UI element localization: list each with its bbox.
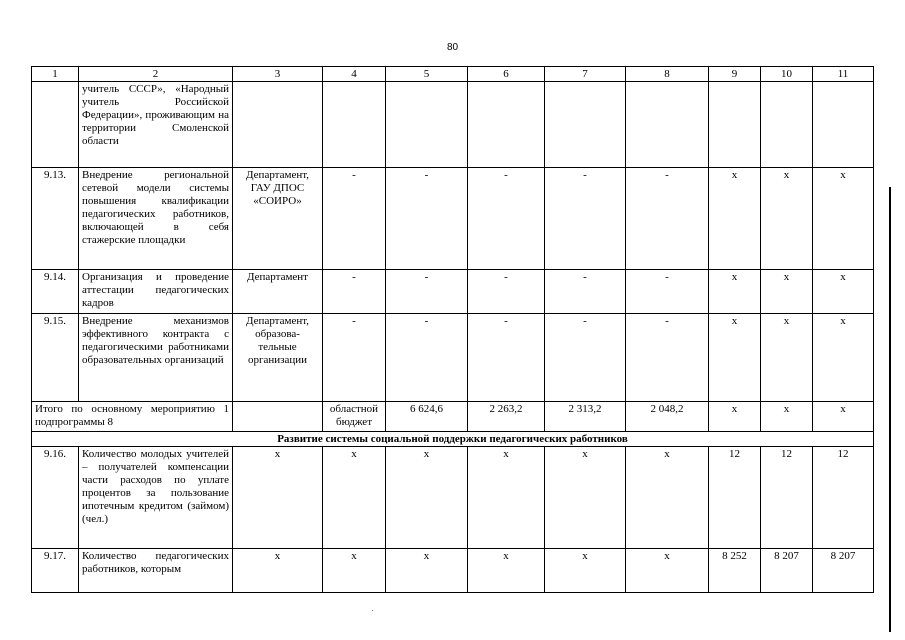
funding-source xyxy=(323,82,386,168)
value-cell: - xyxy=(386,270,468,314)
column-number-header xyxy=(32,67,874,82)
value-cell: x xyxy=(545,549,626,593)
value-cell: x xyxy=(709,402,761,432)
value-cell: - xyxy=(545,314,626,402)
scan-speck xyxy=(372,610,373,611)
page-number: 80 xyxy=(446,42,459,53)
header-cell: 2 xyxy=(79,67,233,82)
value-cell: - xyxy=(468,270,545,314)
row-number xyxy=(32,82,79,168)
header-cell: 5 xyxy=(386,67,468,82)
value-cell: x xyxy=(468,447,545,549)
value-cell xyxy=(626,82,709,168)
value-cell: - xyxy=(468,168,545,270)
executor: Департамент xyxy=(233,270,323,314)
total-value: 2 048,2 xyxy=(626,402,709,432)
value-cell: - xyxy=(386,168,468,270)
value-cell xyxy=(813,82,874,168)
table-row xyxy=(32,168,874,270)
value-cell: x xyxy=(813,270,874,314)
executor xyxy=(233,402,323,432)
header-cell: 4 xyxy=(323,67,386,82)
section-heading-row xyxy=(32,432,874,447)
header-cell: 10 xyxy=(761,67,813,82)
value-cell: x xyxy=(468,549,545,593)
value-cell: x xyxy=(761,314,813,402)
value-cell: 12 xyxy=(813,447,874,549)
value-cell xyxy=(468,82,545,168)
value-cell: 8 207 xyxy=(761,549,813,593)
value-cell: x xyxy=(709,314,761,402)
funding-source: областной бюджет xyxy=(323,402,386,432)
scan-edge-line xyxy=(889,187,891,632)
total-label: Итого по основному мероприятию 1 подпрограммы 8 xyxy=(32,402,233,432)
value-cell: x xyxy=(709,270,761,314)
executor: Департамент, ГАУ ДПОС «СОИРО» xyxy=(233,168,323,270)
row-number: 9.14. xyxy=(32,270,79,314)
funding-source: - xyxy=(323,270,386,314)
value-cell: 12 xyxy=(709,447,761,549)
value-cell: 12 xyxy=(761,447,813,549)
row-number: 9.13. xyxy=(32,168,79,270)
value-cell: x xyxy=(386,447,468,549)
value-cell: x xyxy=(813,402,874,432)
table-row xyxy=(32,549,874,593)
value-cell: - xyxy=(545,270,626,314)
activity-name: учитель СССР», «Народный учитель Российской Федерации», проживающим на территории Смоленской области xyxy=(79,82,233,168)
header-cell: 1 xyxy=(32,67,79,82)
funding-source: x xyxy=(323,549,386,593)
value-cell: - xyxy=(545,168,626,270)
value-cell xyxy=(709,82,761,168)
value-cell: 8 252 xyxy=(709,549,761,593)
header-cell: 7 xyxy=(545,67,626,82)
row-number: 9.15. xyxy=(32,314,79,402)
section-title: Развитие системы социальной поддержки педагогических работников xyxy=(32,432,874,447)
value-cell xyxy=(545,82,626,168)
value-cell: 8 207 xyxy=(813,549,874,593)
header-cell: 3 xyxy=(233,67,323,82)
executor xyxy=(233,82,323,168)
total-value: 2 263,2 xyxy=(468,402,545,432)
value-cell: x xyxy=(761,402,813,432)
value-cell: x xyxy=(386,549,468,593)
table-row xyxy=(32,270,874,314)
value-cell: x xyxy=(709,168,761,270)
table-row xyxy=(32,314,874,402)
indicator-name: Количество педагогических работников, которым xyxy=(79,549,233,593)
value-cell: x xyxy=(813,314,874,402)
row-number: 9.17. xyxy=(32,549,79,593)
value-cell xyxy=(386,82,468,168)
table-row xyxy=(32,82,874,168)
program-table xyxy=(31,66,874,593)
activity-name: Организация и проведение аттестации педагогических кадров xyxy=(79,270,233,314)
header-cell: 6 xyxy=(468,67,545,82)
value-cell: x xyxy=(626,549,709,593)
executor: x xyxy=(233,447,323,549)
funding-source: - xyxy=(323,314,386,402)
value-cell: x xyxy=(761,270,813,314)
total-value: 2 313,2 xyxy=(545,402,626,432)
value-cell: x xyxy=(761,168,813,270)
executor: Департамент, образова-тельные организации xyxy=(233,314,323,402)
funding-source: - xyxy=(323,168,386,270)
indicator-name: Количество молодых учителей – получателей компенсации части расходов по уплате процентов за пользование ипотечным кредитом (займом) (чел.) xyxy=(79,447,233,549)
value-cell: x xyxy=(626,447,709,549)
row-number: 9.16. xyxy=(32,447,79,549)
activity-name: Внедрение региональной сетевой модели системы повышения квалификации педагогических работников, включающей в себя стажерские площадки xyxy=(79,168,233,270)
funding-source: x xyxy=(323,447,386,549)
header-cell: 9 xyxy=(709,67,761,82)
value-cell: x xyxy=(813,168,874,270)
value-cell: - xyxy=(626,270,709,314)
table-row xyxy=(32,447,874,549)
total-value: 6 624,6 xyxy=(386,402,468,432)
value-cell: - xyxy=(386,314,468,402)
value-cell: - xyxy=(626,314,709,402)
value-cell: x xyxy=(545,447,626,549)
value-cell xyxy=(761,82,813,168)
value-cell: - xyxy=(468,314,545,402)
executor: x xyxy=(233,549,323,593)
activity-name: Внедрение механизмов эффективного контракта с педагогическими работниками образовательных организаций xyxy=(79,314,233,402)
value-cell: - xyxy=(626,168,709,270)
header-cell: 11 xyxy=(813,67,874,82)
total-row xyxy=(32,402,874,432)
header-cell: 8 xyxy=(626,67,709,82)
